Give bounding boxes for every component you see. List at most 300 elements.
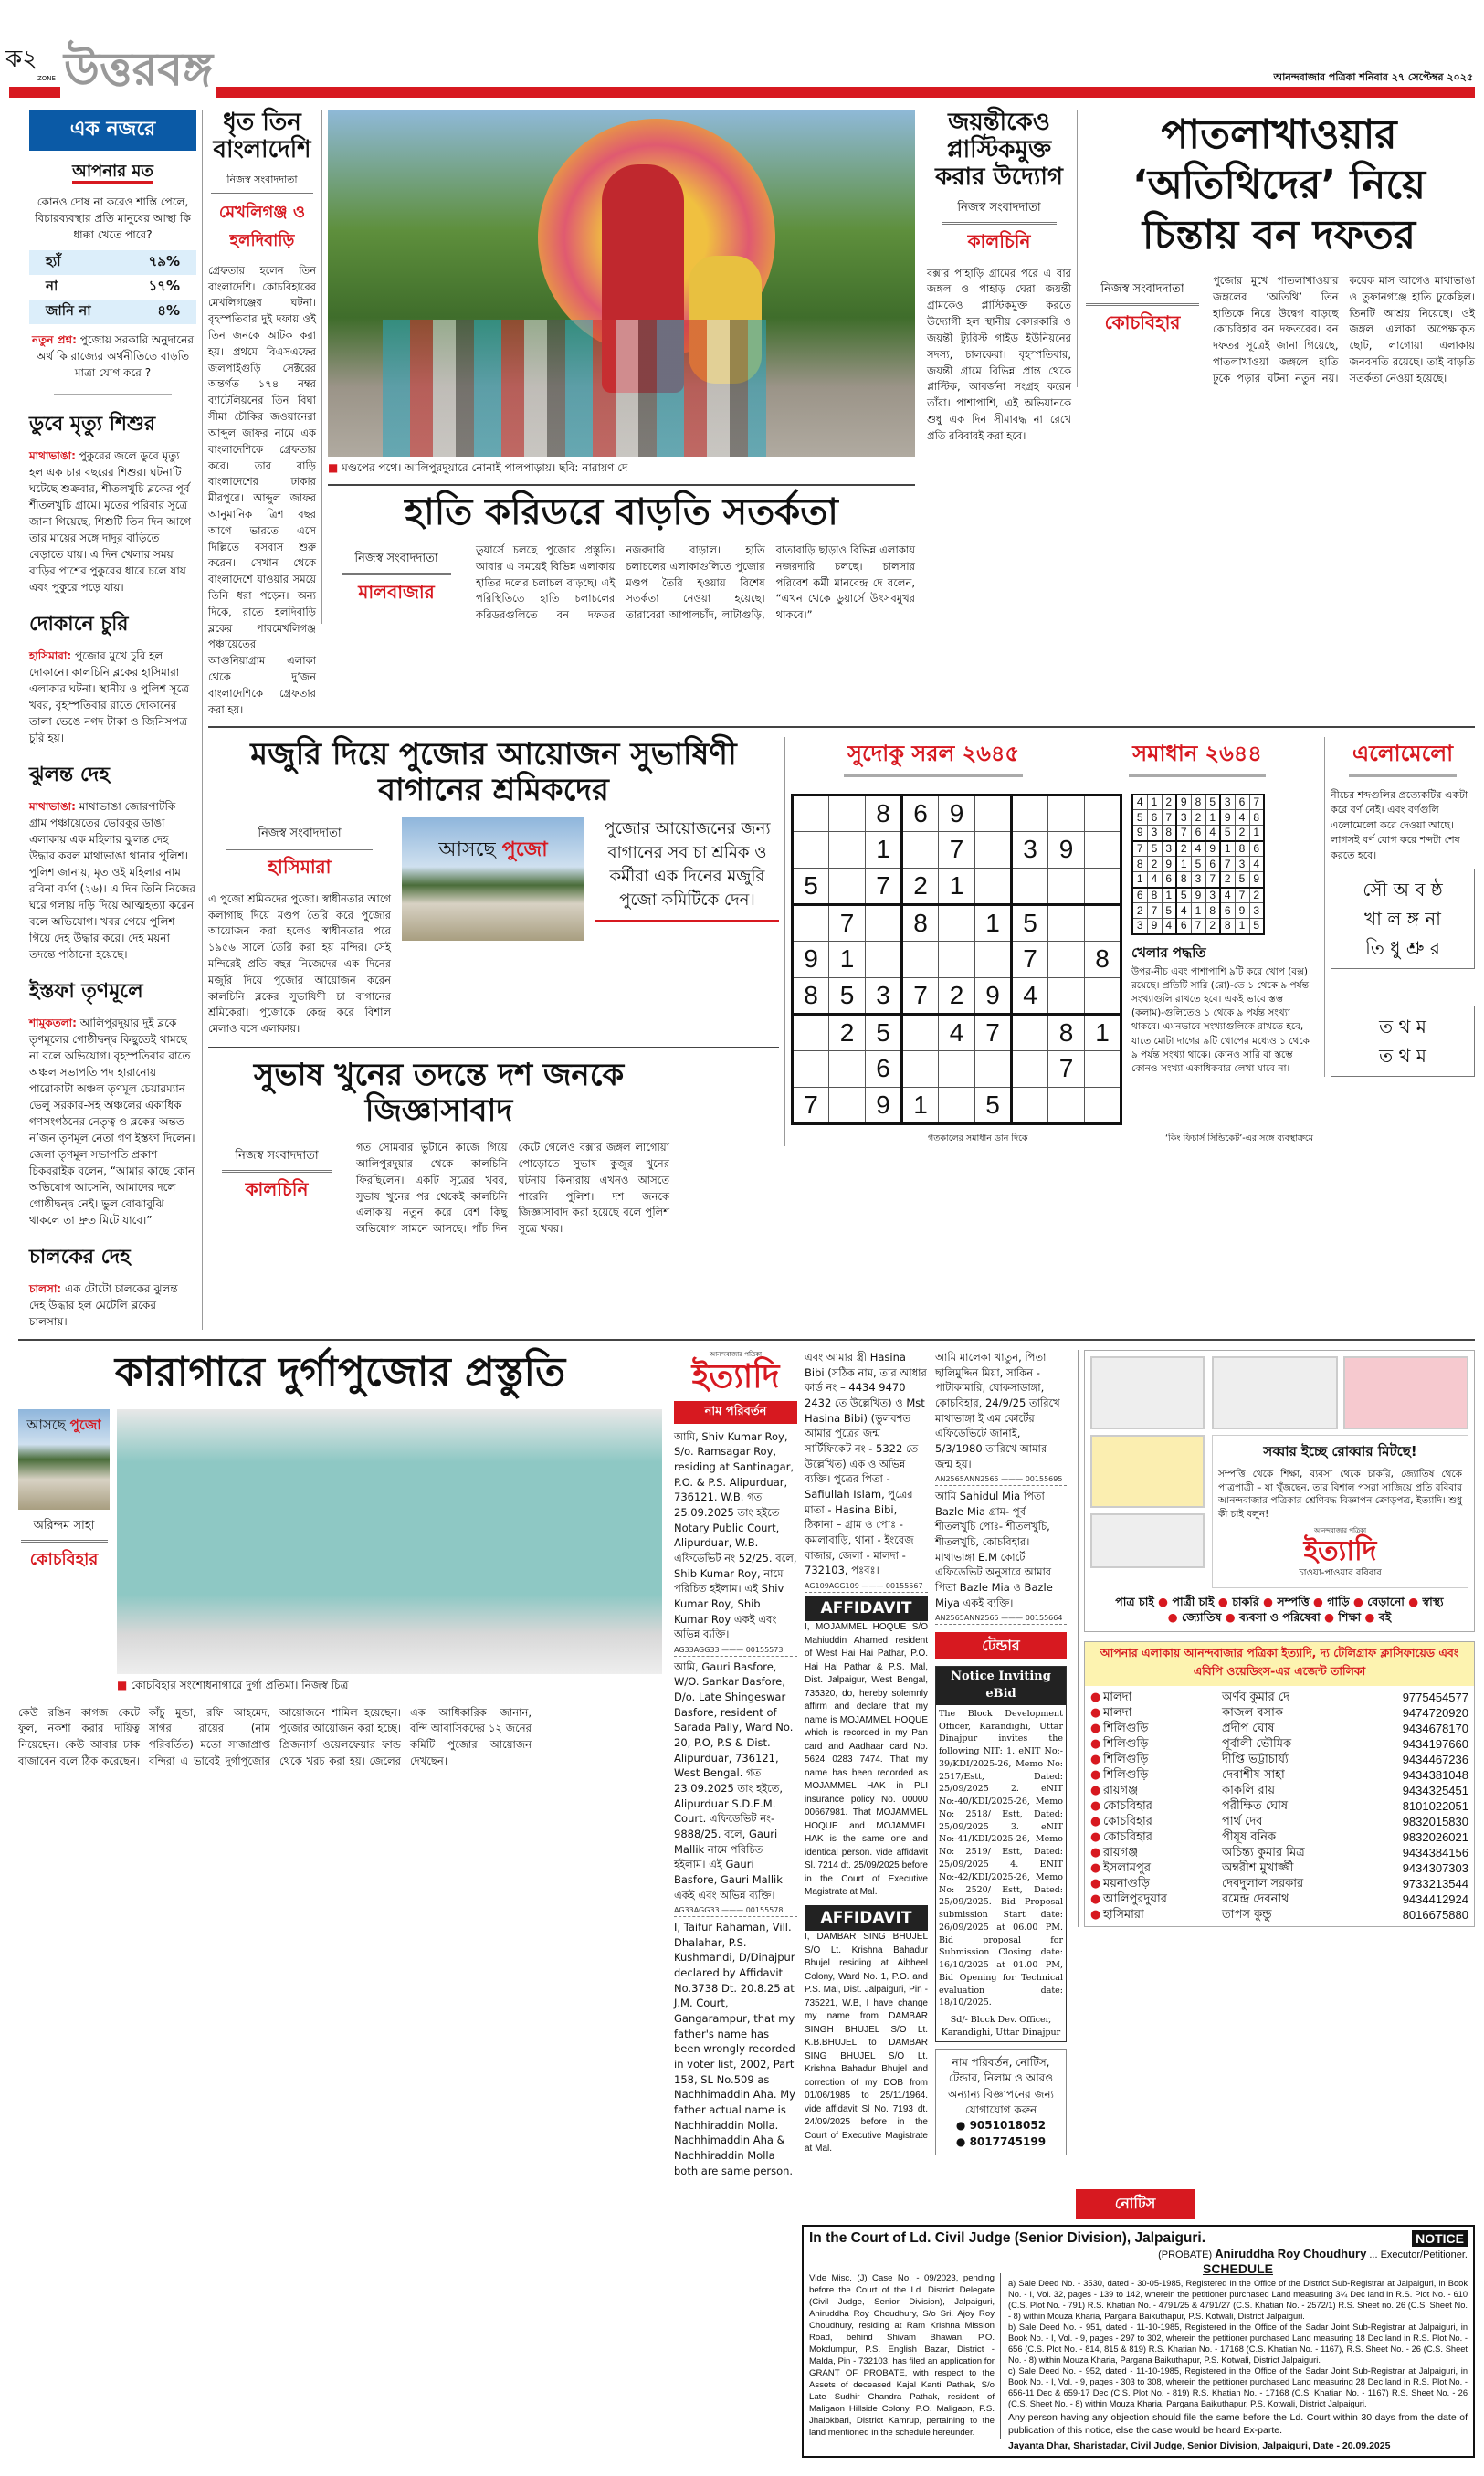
- solution-cell: 6: [1147, 810, 1162, 826]
- agent-area: আলিপুরদুয়ার: [1103, 1891, 1167, 1906]
- agent-area: মালদা: [1103, 1690, 1132, 1704]
- byline: নিজস্ব সংবাদদাতা: [226, 825, 373, 850]
- dateline: মেখলিগঞ্জ ও হলদিবাড়ি: [218, 202, 306, 250]
- ad-code: AN2565ANN2565 ——— 00155695: [935, 1474, 1067, 1486]
- agent-row: [1090, 1814, 1468, 1829]
- petitioner-role: ... Executor/Petitioner.: [1369, 2249, 1468, 2261]
- solution-cell: 5: [1205, 795, 1220, 810]
- ad-code: AG33AGG33 ——— 00155578: [674, 1905, 797, 1917]
- classified-ad: আমি মালেকা খাতুন, পিতা ছালিমুদ্দিন মিয়া, সাকিন - পাটাকামারি, ঘোকসাডাঙ্গা, কোচবিহার, 24/9/25 তারিখে মাথাভাঙ্গা ই এম কোর্টের এফিডেভিটে জানাই, 5/3/1980 তারিখে আমার জন্ম হয়।: [935, 1351, 1060, 1470]
- agent-phone[interactable]: 9434325451: [1402, 1783, 1468, 1797]
- sudoku-cell[interactable]: [939, 904, 975, 941]
- sudoku-cell: 4: [1012, 977, 1048, 1014]
- solution-cell: 8: [1235, 841, 1249, 857]
- affidavit-title: AFFIDAVIT: [805, 1596, 928, 1622]
- brief-text: এক টোটো চালকের ঝুলন্ত দেহ উদ্ধার হল মেটেলি ব্লকের চালসায়।: [29, 1282, 178, 1328]
- solution-cell: 6: [1191, 826, 1205, 841]
- solution-cell: 5: [1220, 826, 1235, 841]
- sudoku-cell[interactable]: [793, 1050, 829, 1087]
- sudoku-cell[interactable]: [866, 904, 902, 941]
- tender-title: Notice Inviting eBid: [936, 1667, 1066, 1705]
- sudoku-cell[interactable]: [1048, 904, 1085, 941]
- agent-name: পরীক্ষিত ঘোষ: [1222, 1798, 1289, 1813]
- sudoku-cell: 9: [1048, 831, 1085, 868]
- sudoku-row: [793, 977, 1121, 1014]
- sudoku-section: [784, 737, 1319, 1146]
- solution-cell: 7: [1235, 888, 1249, 903]
- solution-cell: 8: [1220, 919, 1235, 934]
- solution-row: [1132, 872, 1264, 888]
- solution-cell: 6: [1235, 795, 1249, 810]
- sudoku-cell[interactable]: [1012, 868, 1048, 904]
- middle-left: [208, 737, 779, 1238]
- agent-phone[interactable]: 9434412924: [1402, 1891, 1468, 1906]
- sudoku-cell[interactable]: [1085, 904, 1121, 941]
- agent-phone[interactable]: 9434307303: [1402, 1860, 1468, 1875]
- sudoku-cell[interactable]: [1085, 795, 1121, 831]
- headline: কারাগারে দুর্গাপুজোর প্রস্তুতি: [114, 1349, 566, 1396]
- poll-value: ১৭%: [148, 278, 180, 294]
- sudoku-cell: 8: [902, 904, 939, 941]
- solution-cell: 2: [1176, 841, 1191, 857]
- solution-cell: 6: [1205, 857, 1220, 872]
- sudoku-cell[interactable]: [1012, 1050, 1048, 1087]
- sudoku-cell: 9: [866, 1087, 902, 1123]
- section-logo: উত্তরবঙ্গ: [60, 40, 216, 99]
- aschhe-pujo-logo: [402, 817, 584, 941]
- solution-cell: 9: [1162, 857, 1176, 872]
- jumble-word: ত থ ম: [1379, 1045, 1426, 1068]
- agent-name: দেবদুলাল সরকার: [1222, 1876, 1304, 1891]
- sudoku-cell[interactable]: [1048, 977, 1085, 1014]
- agent-phone[interactable]: 8016675880: [1402, 1907, 1468, 1922]
- category-label: শিক্ষা: [1338, 1610, 1362, 1625]
- sudoku-cell: 8: [1048, 1014, 1085, 1050]
- agent-row: [1090, 1907, 1468, 1923]
- agent-name: প্রদীপ ঘোষ: [1222, 1721, 1275, 1735]
- headline: মজুরি দিয়ে পুজোর আয়োজন সুভাষিণী বাগানের শ্রমিকদের: [250, 735, 737, 808]
- top-band: [208, 110, 1475, 728]
- solution-cell: 2: [1191, 810, 1205, 826]
- brief-place: শামুকতলা:: [29, 1017, 77, 1029]
- probate-label: (PROBATE): [1158, 2249, 1213, 2261]
- sudoku-title: সুদোকু সরল ২৬৪৫: [844, 737, 1023, 777]
- solution-cell: 9: [1132, 826, 1147, 841]
- petitioner-name: Aniruddha Roy Choudhury: [1215, 2247, 1367, 2261]
- sudoku-row: [793, 941, 1121, 977]
- agent-row: [1090, 1752, 1468, 1767]
- sudoku-cell[interactable]: [1085, 1087, 1121, 1123]
- solution-cell: 5: [1147, 841, 1162, 857]
- solution-cell: 7: [1176, 826, 1191, 841]
- poll-question: কোনও দোষ না করেও শাস্তি পেলে, বিচারব্যবস্থার প্রতি মানুষের আস্থা কি ধাক্কা খেতে পারে?: [35, 195, 191, 241]
- bullet-icon: ●: [1090, 1752, 1101, 1766]
- sudoku-row: [793, 868, 1121, 904]
- agent-phone[interactable]: 9832015830: [1402, 1814, 1468, 1828]
- dateline: কোচবিহার: [1104, 311, 1181, 333]
- sudoku-cell[interactable]: [829, 795, 866, 831]
- agent-phone[interactable]: 9474720920: [1402, 1705, 1468, 1720]
- agent-name: রমেন্দ্র দেবনাথ: [1222, 1891, 1289, 1906]
- brief-text: মাথাভাঙা জোরপাটকি গ্রাম পঞ্চায়েতের ভোরকুর ডাঙা এলাকায় এক মহিলার ঝুলন্ত দেহ উদ্ধার করল মাথাভাঙা থানার পুলিশ। পুলিশ জানায়, মৃত ওই মহিলার নাম রবিনা বর্মণ (২৬)। এ দিন তিনি নিজের ঘরে গলায় দড়ি দিয়ে আত্মহত্যা করেন বলে অভিযোগ। খবর পেয়ে পুলিশ গিয়ে দেহ উদ্ধার করে। দেহ ময়না তদন্তে পাঠানো হয়েছে।: [29, 800, 195, 961]
- agent-name: পূর্বালী ভৌমিক: [1222, 1736, 1292, 1751]
- ad-code: AG109AGG109 ——— 00155567: [805, 1581, 928, 1593]
- laptop-image: [1090, 1513, 1205, 1568]
- sudoku-cell: 1: [829, 941, 866, 977]
- solution-cell: 3: [1235, 857, 1249, 872]
- category-label: সম্পত্তি: [1277, 1594, 1310, 1608]
- objection-text: Any person having any objection should file the same before the Ld. Court within 30 days from the date of publication of this notice, else the case would be heard Ex-parte.: [1008, 2412, 1468, 2437]
- promo-categories: [1090, 1588, 1468, 1626]
- sudoku-cell[interactable]: [866, 941, 902, 977]
- promo-and-agents: [1078, 1350, 1475, 1927]
- agent-name: দীপ্তি ভট্টাচার্য্য: [1222, 1752, 1289, 1766]
- bullet-icon: ●: [1320, 1610, 1339, 1625]
- jail-durga-photo: [117, 1409, 662, 1674]
- byline: নিজস্ব সংবাদদাতা: [211, 172, 313, 195]
- sudoku-cell[interactable]: [902, 831, 939, 868]
- phone-number[interactable]: 8017745199: [969, 2134, 1047, 2148]
- story-patlakhawa: [1077, 110, 1475, 387]
- sudoku-cell: 8: [866, 795, 902, 831]
- rules-text: উপর-নীচ এবং পাশাপাশি ৯টি করে খোপ (বক্স) রয়েছে। প্রতিটি সারি (রো)-তে ১ থেকে ৯ পর্যন্ত সংখ্যাগুলি রাখতে হবে। একই ভাবে স্তম্ভ (কলাম)-গুলিতেও ১ থেকে ৯ পর্যন্ত সংখ্যা থাকবে। এমনভাবে সংখ্যাগুলিকে রাখতে হবে, যাতে মোটা দাগের ৯টি খোপের মধ্যেও ১ থেকে ৯ পর্যন্ত সংখ্যা থাকে। কোনও সারি বা স্তম্ভে কোনও সংখ্যা একাধিকবার লেখা যাবে না।: [1131, 965, 1310, 1075]
- sudoku-cell: 5: [793, 868, 829, 904]
- category-label: পাত্র চাই: [1115, 1594, 1154, 1608]
- sudoku-cell[interactable]: [793, 795, 829, 831]
- bullet-icon: ●: [1090, 1845, 1101, 1860]
- poll-label: হ্যাঁ: [46, 253, 61, 269]
- sudoku-cell: 5: [866, 1014, 902, 1050]
- bullet-icon: ●: [1221, 1610, 1240, 1625]
- solution-cell: 4: [1249, 857, 1264, 872]
- sudoku-cell: 2: [902, 868, 939, 904]
- bullet-icon: ●: [1214, 1594, 1233, 1608]
- byline: নিজস্ব সংবাদদাতা: [942, 199, 1057, 225]
- jumble-word: তি ধু শ্রু র: [1365, 937, 1440, 960]
- sudoku-row: [793, 795, 1121, 831]
- glance-title: এক নজরে: [29, 110, 196, 151]
- sudoku-cell[interactable]: [975, 1050, 1012, 1087]
- sudoku-cell[interactable]: [1048, 1087, 1085, 1123]
- agent-row: [1090, 1767, 1468, 1783]
- sudoku-cell: 1: [939, 868, 975, 904]
- sudoku-cell[interactable]: [1048, 868, 1085, 904]
- agent-row: [1090, 1845, 1468, 1860]
- agent-list: [1084, 1641, 1475, 1927]
- agent-name: অর্ণব কুমার দে: [1222, 1690, 1289, 1704]
- bullet-icon: ●: [1090, 1876, 1101, 1891]
- agent-phone[interactable]: 9434384156: [1402, 1845, 1468, 1860]
- motorcycle-image: [1090, 1356, 1205, 1429]
- solution-cell: 2: [1205, 919, 1220, 934]
- sudoku-cell[interactable]: [793, 831, 829, 868]
- tender-sign: Sd/- Block Dev. Officer, Karandighi, Uttar Dinajpur: [941, 2015, 1061, 2038]
- solution-cell: 1: [1220, 841, 1235, 857]
- affidavit-text: I, DAMBAR SING BHUJEL S/O Lt. Krishna Bahadur Bhujel residing at Aibheel Colony, Ward No. 1, P.O. and P.S. Mal, Dist. Jalpaiguri, Pin - 735221, W.B, I have change my name from DAMBAR SINGH BHUJEL S/O Lt. K.B.BHUJEL to DAMBAR SING BHUJEL S/O Lt. Krishna Bahadur Bhujel and correction of my DOB from 01/06/1985 to 25/11/1964. vide affidavit Sl No. 7193 dt. 24/09/2025 before in the Court of Executive Magistrate at Mal.: [805, 1932, 928, 2155]
- solution-cell: 1: [1249, 826, 1264, 841]
- agent-phone[interactable]: 9434197660: [1402, 1736, 1468, 1751]
- bullet-icon: ●: [1090, 1690, 1101, 1704]
- solution-grid: [1131, 794, 1265, 935]
- contact-phone[interactable]: ● 8017745199: [955, 2134, 1047, 2148]
- sudoku-cell[interactable]: [902, 941, 939, 977]
- headline: সুভাষ খুনের তদন্তে দশ জনকে জিজ্ঞাসাবাদ: [253, 1057, 625, 1130]
- agent-phone[interactable]: 9832026021: [1402, 1829, 1468, 1844]
- sudoku-cell[interactable]: [1085, 868, 1121, 904]
- story-jayanti: [921, 110, 1071, 445]
- sudoku-cell[interactable]: [975, 831, 1012, 868]
- middle-band: [208, 737, 1475, 1238]
- divider: [208, 1047, 779, 1048]
- sudoku-cell[interactable]: [1012, 1087, 1048, 1123]
- solution-cell: 7: [1205, 872, 1220, 888]
- section-bottom: [0, 1350, 1484, 2476]
- solution-cell: 7: [1132, 841, 1147, 857]
- bullet-icon: ●: [1309, 1594, 1328, 1608]
- note-left: গতকালের সমাধান ডান দিকে: [928, 1133, 1028, 1143]
- category-label: স্বাস্থ্য: [1422, 1594, 1444, 1608]
- rules-title: খেলার পদ্ধতি: [1131, 943, 1206, 961]
- solution-cell: 5: [1132, 810, 1147, 826]
- sudoku-cell: 2: [939, 977, 975, 1014]
- story-body: গত সোমবার ভুটানে কাজে গিয়ে আলিপুরদুয়ার থেকে কালচিনি ফিরছিলেন। একটি সূত্রের খবর, সুভাষ খুনের পর থেকেই কালচিনি এলাকায় নতুন করে বেশ কিছু অভিযোগ সামনে আসছে। পাঁচ দিন কেটে গেলেও বক্সার জঙ্গল লাগোয়া পোড়োতে সুভাষ কুজুর খুনের ঘটনায় কিনারায় এখনও আসতে পারেনি পুলিশ। দশ জনকে জিজ্ঞাসাবাদ করা হয়েছে বলে পুলিশ সূত্রে খবর।: [356, 1141, 669, 1236]
- solution-cell: 8: [1162, 826, 1176, 841]
- sudoku-cell: 6: [866, 1050, 902, 1087]
- divider: [328, 484, 915, 486]
- byline: নিজস্ব সংবাদদাতা: [1086, 280, 1199, 306]
- solution-cell: 2: [1235, 826, 1249, 841]
- solution-row: [1132, 841, 1264, 857]
- poll-title: আপনার মত: [72, 162, 153, 184]
- graduation-image: [1212, 1356, 1338, 1429]
- agent-list-title: আপনার এলাকায় আনন্দবাজার পত্রিকা ইত্যাদি, দ্য টেলিগ্রাফ ক্লাসিফায়েড এবং এবিপি ওয়েডিংস-এর এজেন্ট তালিকা: [1085, 1642, 1474, 1686]
- solution-cell: 9: [1249, 872, 1264, 888]
- agent-row: [1090, 1891, 1468, 1907]
- agent-phone[interactable]: 9434381048: [1402, 1767, 1468, 1782]
- byline: অরিন্দম সাহা: [21, 1517, 108, 1543]
- logo-text: পুজো: [501, 838, 548, 861]
- sudoku-cell: 7: [902, 977, 939, 1014]
- dateline: আনন্দবাজার পত্রিকা শনিবার ২৭ সেপ্টেম্বর ২০২৫: [1273, 71, 1473, 83]
- sudoku-cell[interactable]: [1048, 941, 1085, 977]
- agent-name: পার্থ দেব: [1222, 1814, 1263, 1828]
- note-right: ‘কিং ফিচার্স সিন্ডিকেট’-এর সঙ্গে ব্যবস্থাক্রমে: [1164, 1133, 1313, 1143]
- agent-name: অচিন্ত্য কুমার মিত্র: [1222, 1845, 1305, 1860]
- sudoku-cell[interactable]: [975, 868, 1012, 904]
- solution-cell: 5: [1249, 919, 1264, 934]
- classified-area: [668, 1350, 1475, 2458]
- court-notice: [802, 2225, 1475, 2458]
- sudoku-cell[interactable]: [829, 868, 866, 904]
- brief-place: চালসা:: [29, 1282, 62, 1295]
- solution-cell: 8: [1147, 888, 1162, 903]
- sudoku-cell[interactable]: [1048, 795, 1085, 831]
- affidavit-text: I, MOJAMMEL HOQUE S/O Mahiuddin Ahamed resident of West Hai Hai Pathar, P.O. Hai Hai Pathar & P.S. Mal, Dist. Jalpaigur, West Bengal, 735320, do, hereby solemnly affirm and declare that my name is MOJAMMEL HOQUE which is recorded in my Pan card and Aadhaar card No. 5624 0283 7474. That my name has been recorded as MOJAMMEL HAK in PLI insurance policy No. 00000 00667981. That MOJAMMEL HOQUE and MOJAMMEL HAK is the same one and identical person. vide affidavit Sl. 7214 dt. 25/09/2025 before in the Court of Executive Magistrate at Mal.: [805, 1622, 928, 1898]
- sudoku-cell[interactable]: [1085, 1050, 1121, 1087]
- divider: [54, 394, 171, 395]
- page-number: ক২: [5, 46, 38, 73]
- agent-row: [1090, 1798, 1468, 1814]
- poll-value: ৪%: [157, 302, 180, 319]
- agent-name: কাকলি রায়: [1222, 1783, 1276, 1797]
- bullet-icon: ●: [1349, 1594, 1368, 1608]
- notice-left: Vide Misc. (J) Case No. - 09/2023, pending before the Court of the Ld. District Delegate (Civil Judge, Senior Division), Jalpaiguri, Aniruddha Roy Choudhury, S/o Sri. Ajoy Roy Choudhury, residing at Ram Krishna Mission Road, behind Shivam Bhawan, P.O. Mokdumpur, P.S. English Bazar, District - Malda, Pin - 732103, has filed an application for GRANT OF PROBATE, with respect to the Assets of deceased Kajal Kanti Pathak, S/o Late Sudhir Chandra Pathak, resident of Maligaon Hillside Colony, P.O. Maligaon, P.S. Jhalokbari, District Kamrup, pertaining to the land mentioned in the schedule hereunder.: [809, 2273, 1001, 2439]
- sudoku-cell[interactable]: [1012, 1014, 1048, 1050]
- solution-row: [1132, 795, 1264, 810]
- agent-name: দেবাশীষ সাহা: [1222, 1767, 1285, 1782]
- sudoku-cell: 1: [1085, 1014, 1121, 1050]
- bullet-icon: ●: [1361, 1610, 1379, 1625]
- sudoku-cell[interactable]: [939, 1087, 975, 1123]
- brief-item: [29, 1241, 196, 1330]
- notice-label: নোটিস: [1076, 2189, 1195, 2219]
- sudoku-cell[interactable]: [793, 1014, 829, 1050]
- solution-title: সমাধান ২৬৪৪: [1129, 737, 1266, 777]
- brief-item: [29, 759, 196, 963]
- solution-cell: 8: [1132, 857, 1147, 872]
- solution-cell: 1: [1147, 795, 1162, 810]
- category-label: গাড়ি: [1327, 1594, 1350, 1608]
- schedule-item: c) Sale Deed No. - 952, dated - 11-10-1985, Registered in the Office of the Sadar Joint Sub-Registrar at Jalpaiguri, in Book No. - I, Vol. - 9, pages - 303 to 308, wherein the petitioner purchased Land measuring 28 Dec land in R.S. Plot No. - 656-11 Dec & 659-17 Dec (C.S. Plot No. - 819) R.S. Khatian No. - 17168 (C.S. Khatian No. - 1167) R.S. Sheet No. - 26 (C.S. Sheet No. - 8) within Mouza Kharia, Pargana Baikuthapur, P.S. Kotwali, District Jalpaiguri.: [1008, 2366, 1468, 2409]
- sudoku-cell: 7: [939, 831, 975, 868]
- sudoku-cell[interactable]: [975, 941, 1012, 977]
- jumble-box: [1331, 1006, 1475, 1077]
- agent-area: রায়গঞ্জ: [1103, 1845, 1139, 1860]
- sudoku-cell[interactable]: [829, 1087, 866, 1123]
- sudoku-grid[interactable]: [791, 794, 1122, 1125]
- category-label: ব্যবসা ও পরিষেবা: [1239, 1610, 1321, 1625]
- solution-cell: 2: [1249, 888, 1264, 903]
- agent-phone[interactable]: 9733213544: [1402, 1876, 1468, 1891]
- pull-quote: পুজোর আয়োজনের জন্য বাগানের সব চা শ্রমিক ও কর্মীরা এক দিনের মজুরি পুজো কমিটিকে দেন।: [595, 817, 779, 922]
- solution-cell: 1: [1162, 888, 1176, 903]
- sudoku-cell[interactable]: [939, 1050, 975, 1087]
- solution-cell: 4: [1220, 888, 1235, 903]
- solution-cell: 4: [1147, 872, 1162, 888]
- sudoku-cell: 4: [939, 1014, 975, 1050]
- main-area: [203, 110, 1475, 1238]
- agent-phone[interactable]: 9775454577: [1402, 1690, 1468, 1704]
- solution-cell: 3: [1220, 795, 1235, 810]
- poll-label: জানি না: [46, 302, 91, 319]
- notice-badge: NOTICE: [1412, 2230, 1468, 2247]
- agent-area: শিলিগুড়ি: [1103, 1767, 1149, 1782]
- category-label: বই: [1378, 1610, 1392, 1625]
- brief-title: দোকানে চুরি: [29, 613, 129, 636]
- byline: নিজস্ব সংবাদদাতা: [222, 1147, 332, 1173]
- briefs: [29, 408, 196, 1330]
- solution-cell: 8: [1205, 903, 1220, 919]
- sudoku-cell: 9: [939, 795, 975, 831]
- agent-name: পীযূষ বনিক: [1222, 1829, 1277, 1844]
- promo-logo-small: আনন্দবাজার পত্রিকা: [1313, 1526, 1367, 1534]
- contact-phone[interactable]: ● 9051018052: [955, 2119, 1047, 2133]
- bullet-icon: ●: [1404, 1594, 1423, 1608]
- sudoku-cell[interactable]: [829, 831, 866, 868]
- brief-item: [29, 408, 196, 595]
- sudoku-cell[interactable]: [975, 795, 1012, 831]
- solution-cell: 9: [1191, 888, 1205, 903]
- agent-area: শিলিগুড়ি: [1103, 1721, 1149, 1735]
- solution-cell: 6: [1220, 903, 1235, 919]
- jumble-word: খা ল ঙ্গ না: [1364, 908, 1441, 931]
- solution-cell: 2: [1162, 795, 1176, 810]
- ad-code: AN2565ANN2565 ——— 00155664: [935, 1613, 1067, 1625]
- phone-number[interactable]: 9051018052: [969, 2119, 1047, 2133]
- solution-cell: 1: [1205, 810, 1220, 826]
- solution-row: [1132, 888, 1264, 903]
- ittyadi-masthead: ইত্যাদি: [691, 1358, 780, 1396]
- solution-cell: 5: [1162, 903, 1176, 919]
- solution-cell: 3: [1191, 872, 1205, 888]
- solution-cell: 9: [1220, 810, 1235, 826]
- bullet-icon: ●: [1090, 1829, 1101, 1844]
- sudoku-cell[interactable]: [793, 904, 829, 941]
- jumble-word: সৌ অ ব ষ্ঠ: [1363, 879, 1443, 901]
- sudoku-cell: 7: [1048, 1050, 1085, 1087]
- header-red-bar: [9, 87, 1475, 98]
- sudoku-cell[interactable]: [1085, 831, 1121, 868]
- solution-cell: 9: [1205, 841, 1220, 857]
- sudoku-cell[interactable]: [1012, 795, 1048, 831]
- agent-row: [1090, 1705, 1468, 1721]
- bullet-icon: ●: [1090, 1705, 1101, 1720]
- agent-phone[interactable]: 8101022051: [1402, 1798, 1468, 1813]
- solution-cell: 4: [1132, 795, 1147, 810]
- agent-name: কাজল বসাক: [1222, 1705, 1284, 1720]
- agent-phone[interactable]: 9434467236: [1402, 1752, 1468, 1766]
- agent-phone[interactable]: 9434678170: [1402, 1721, 1468, 1735]
- sudoku-cell: 7: [1012, 941, 1048, 977]
- poll-results: [29, 250, 196, 324]
- headline: পাতলাখাওয়ার ‘অতিথিদের’ নিয়ে চিন্তায় বন দফতর: [1132, 111, 1426, 258]
- sudoku-cell: 7: [829, 904, 866, 941]
- brief-place: মাথাভাঙা:: [29, 800, 76, 813]
- solution-cell: 4: [1176, 903, 1191, 919]
- sudoku-cell: 1: [902, 1087, 939, 1123]
- sudoku-cell: 7: [866, 868, 902, 904]
- solution-cell: 6: [1249, 841, 1264, 857]
- solution-cell: 9: [1235, 903, 1249, 919]
- bullet-icon: ●: [1090, 1767, 1101, 1782]
- sudoku-cell[interactable]: [902, 1014, 939, 1050]
- brief-title: ঝুলন্ত দেহ: [29, 764, 110, 786]
- category-label: বেড়ানো: [1367, 1594, 1405, 1608]
- bullet-icon: ●: [1167, 1610, 1183, 1625]
- solution-cell: 7: [1249, 795, 1264, 810]
- schedule-title: SCHEDULE: [1202, 2261, 1273, 2277]
- brief-title: ইস্তফা তৃণমূলে: [29, 980, 143, 1003]
- solution-cell: 5: [1235, 872, 1249, 888]
- house-image: [1090, 1435, 1205, 1508]
- agent-row: [1090, 1721, 1468, 1736]
- sudoku-cell[interactable]: [902, 1050, 939, 1087]
- agent-row: [1090, 1829, 1468, 1845]
- solution-cell: 2: [1220, 872, 1235, 888]
- jumble-instructions: নীচের শব্দগুলির প্রত্যেকটির একটা করে বর্ণ নেই। এবং বর্ণগুলি এলোমেলো করে দেওয়া আছে। লাগসই বর্ণ যোগ করে শব্দটা শেষ করতে হবে।: [1331, 788, 1468, 861]
- solution-cell: 3: [1147, 826, 1162, 841]
- story-body: ডুয়ার্সে চলছে পুজোর প্রস্তুতি। আবার এ সময়েই বিভিন্ন এলাকায় হাতির দলের চলাচল বাড়ছে। এই পরিস্থিতিতে হাতি চলাচলের করিডরগুলিতে বন দফতর নজরদারি বাড়াল। হাতি চলাচলের এলাকাগুলিতে পুজোর মণ্ডপ তৈরি হওয়ায় বিশেষ সতর্কতা নেওয়া হয়েছে। তারাবেরা আপালচাঁদ, লাটাগুড়ি, বাতাবাড়ি ছাড়াও বিভিন্ন এলাকায় নজরদারি চলছে। চালসার পরিবেশ কর্মী মানবেন্দ্র দে বলেন, “এখন থেকে ডুয়ার্সে উৎসবমুখর থাকবে।”: [476, 543, 915, 622]
- sudoku-cell[interactable]: [829, 1050, 866, 1087]
- photo-caption: ■ মণ্ডপের পথে। আলিপুরদুয়ারে নোনাই পালপাড়ায়। ছবি: নারায়ণ দে: [328, 460, 915, 479]
- sudoku-cell[interactable]: [939, 941, 975, 977]
- classified-ad: I, Taifur Rahaman, Vill. Dhalahar, P.S. Kushmandi, D/Dinajpur declared by Affidavit No.3738 Dt. 20.8.25 at J.M. Court, Gangarampur, that my father's name has been wrongly recorded in voter list, 2002, Part 158, SL No.509 as Nachhimaddin Aha. My father actual name is Nachhiraddin Molla. Nachhimaddin Aha & Nachhiraddin Molla both are same person.: [674, 1920, 795, 2177]
- contact-box: [935, 2049, 1067, 2155]
- sudoku-cell[interactable]: [1085, 977, 1121, 1014]
- court-title: In the Court of Ld. Civil Judge (Senior Division), Jalpaiguri.: [809, 2230, 1206, 2247]
- solution-cell: 1: [1176, 857, 1191, 872]
- solution-cell: 4: [1235, 810, 1249, 826]
